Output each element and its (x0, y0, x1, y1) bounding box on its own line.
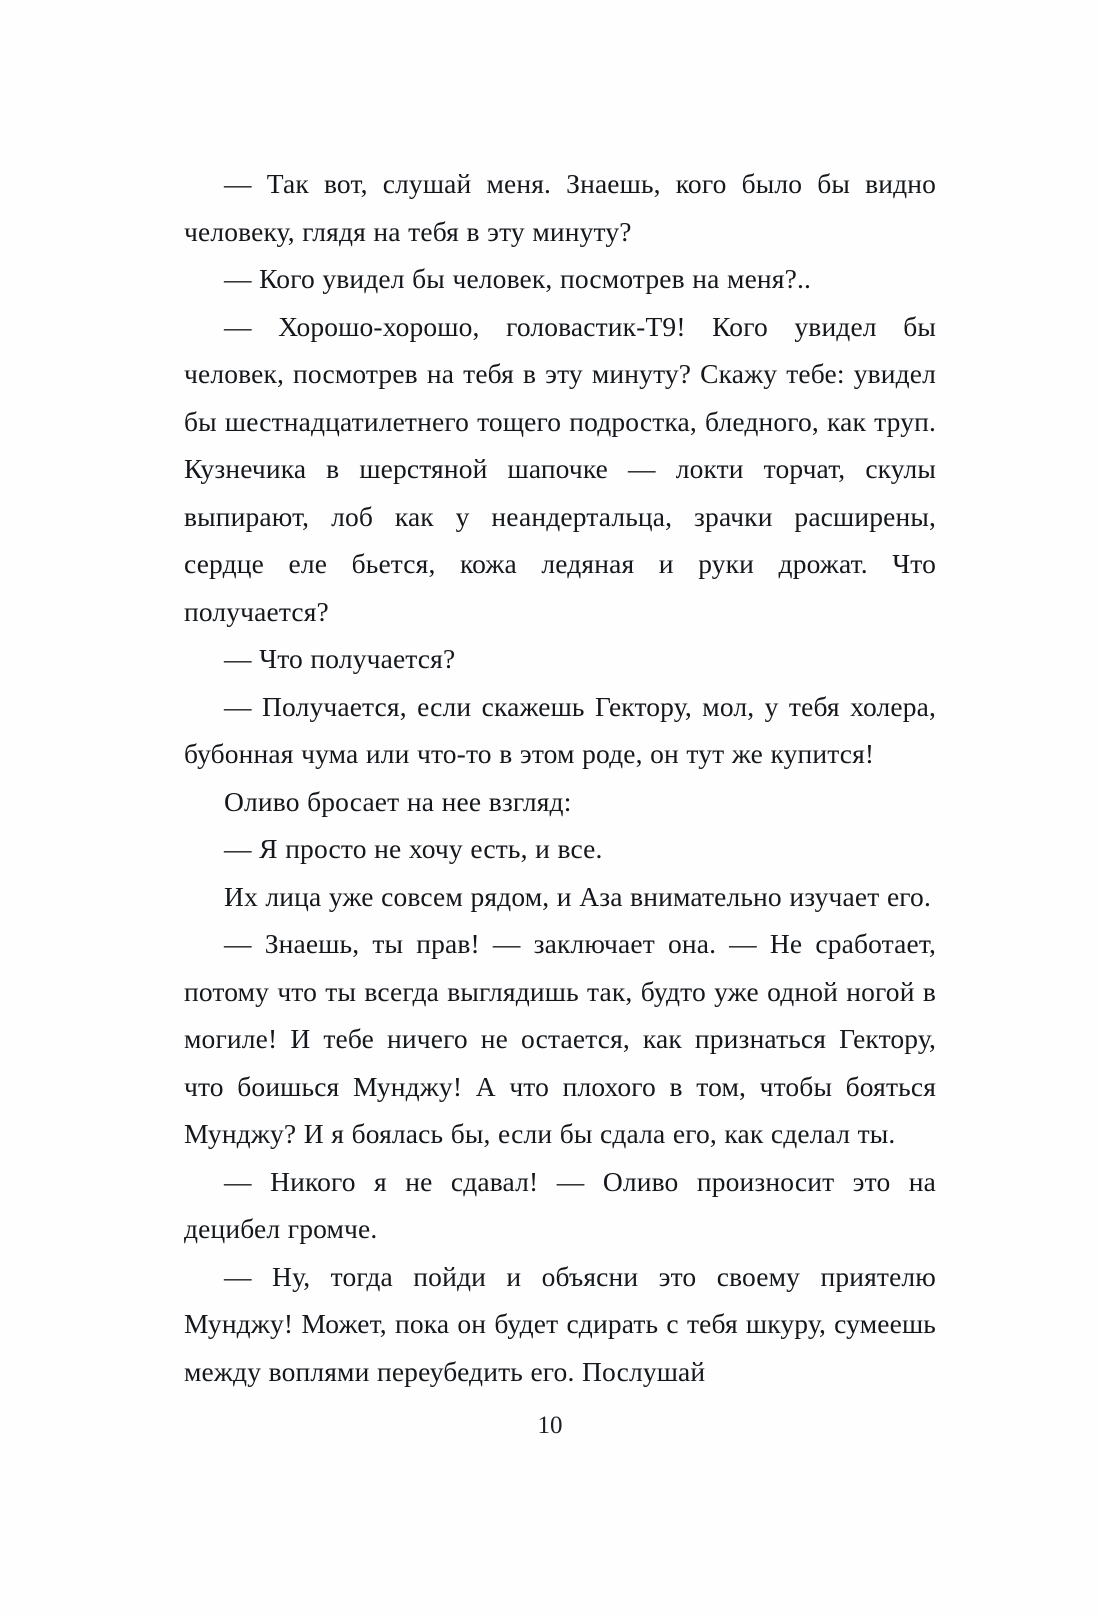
paragraph: Их лица уже совсем рядом, и Аза внимательно изучает его. (224, 880, 931, 912)
paragraph: — Что получается? (224, 643, 456, 674)
paragraph: Оливо бросает на нее взгляд: (224, 785, 572, 817)
paragraph: — Получается, если скажешь Гектору, мол, у тебя холера, бубонная чума или что-то в этом роде, он тут же купится! (184, 690, 936, 769)
paragraph: — Никого я не сдавал! — Оливо произносит это на децибел громче. (184, 1165, 936, 1244)
paragraph: — Знаешь, ты прав! — заключает она. — Не сработает, потому что ты всегда выглядишь так, будто уже одной ногой в могиле! И тебе ничего не остается, как признаться Гектору, что боишься Мунджу! А что плохого в том, чтобы бояться Мунджу? И я боялась бы, если бы сдала его, как сделал ты. (184, 928, 936, 1149)
paragraph: — Хорошо-хорошо, головастик-Т9! Кого увидел бы человек, посмотрев на тебя в эту минуту? Скажу тебе: увидел бы шестнадцатилетнего тощего подростка, бледного, как труп. Кузнечика в шерстяной шапочке — локти торчат, скулы выпирают, лоб как у неандертальца, зрачки расширены, сердце еле бьется, кожа ледяная и руки дрожат. Что получается? (184, 310, 936, 627)
paragraph: — Так вот, слушай меня. Знаешь, кого было бы видно человеку, глядя на тебя в эту минуту? (184, 168, 936, 247)
page-number: 10 (537, 1412, 563, 1439)
paragraph: — Кого увидел бы человек, посмотрев на меня?.. (224, 263, 812, 294)
paragraph: — Я просто не хочу есть, и все. (224, 833, 603, 864)
paragraph: — Ну, тогда пойди и объясни это своему приятелю Мунджу! Может, пока он будет сдирать с тебя шкуру, сумеешь между воплями переубедить его. Послушай (184, 1260, 936, 1387)
page-text-body (184, 160, 936, 1395)
